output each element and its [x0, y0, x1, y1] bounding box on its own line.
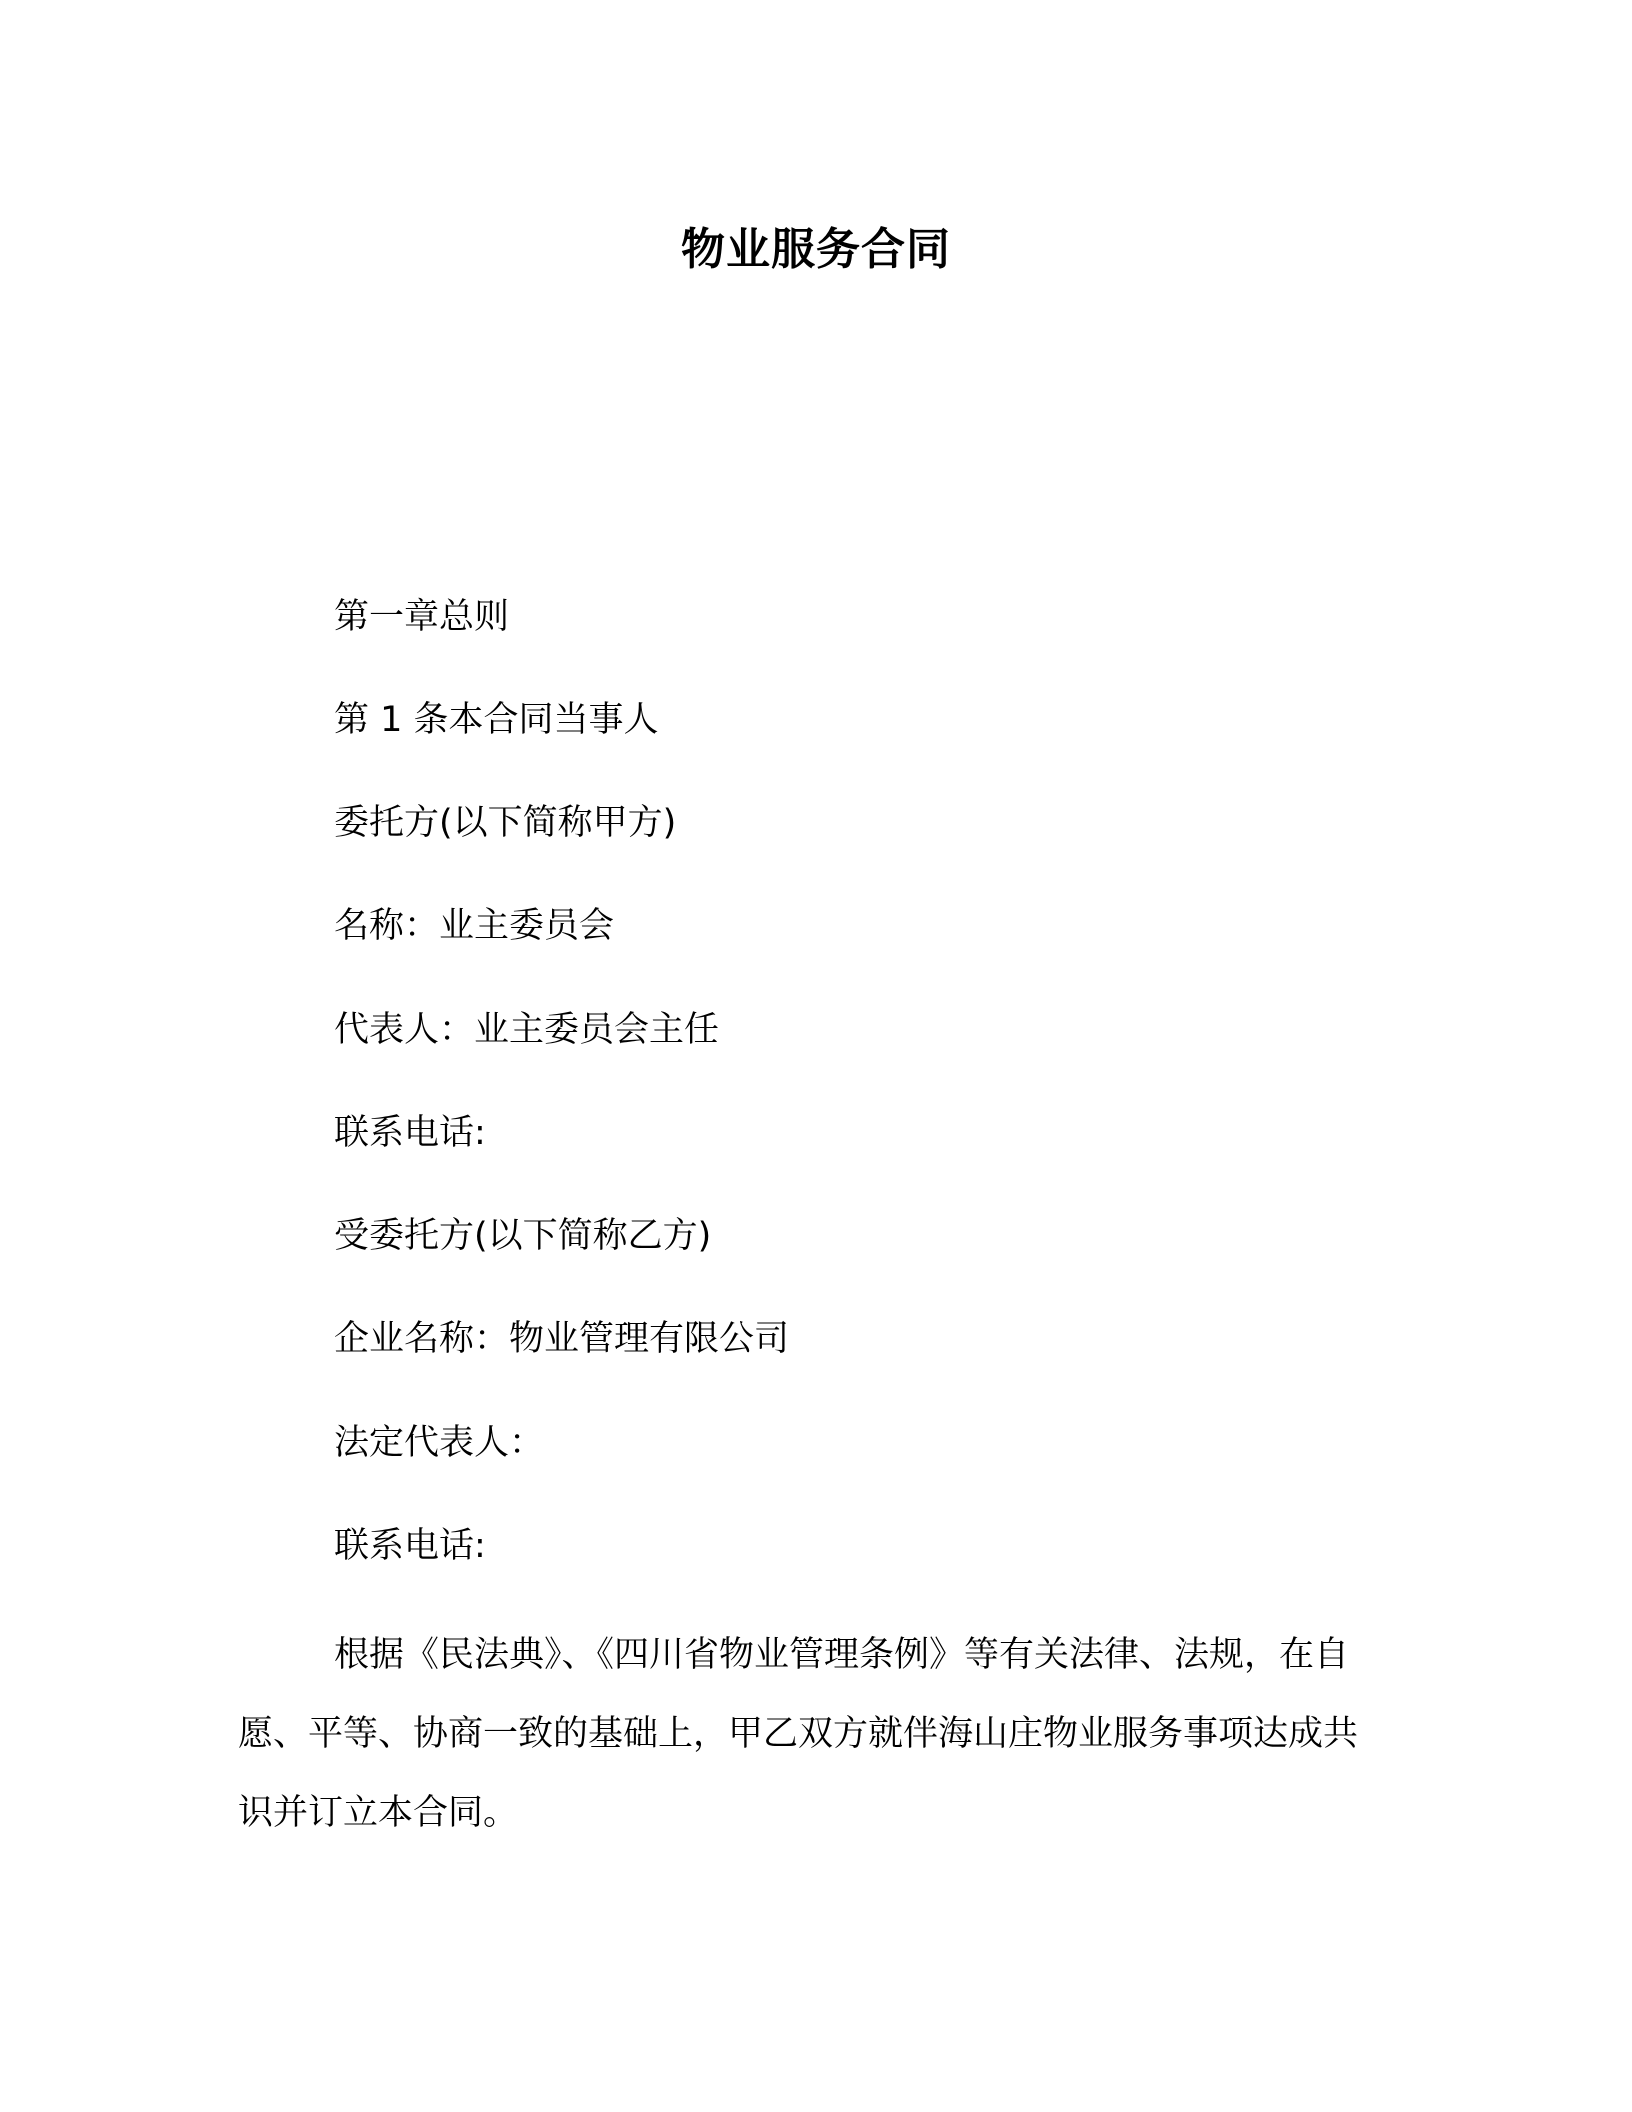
- party-b-legal-representative: 法定代表人：: [334, 1423, 545, 1463]
- document-title: 物业服务合同: [681, 224, 951, 275]
- chapter-heading: 第一章总则: [334, 597, 510, 637]
- party-a-heading: 委托方(以下简称甲方): [334, 803, 677, 843]
- article-heading: 第 1 条本合同当事人: [334, 700, 659, 740]
- party-b-heading: 受委托方(以下简称乙方): [334, 1216, 712, 1256]
- party-a-phone: 联系电话:: [334, 1113, 486, 1153]
- party-b-company-name: 企业名称：物业管理有限公司: [334, 1319, 790, 1359]
- party-b-phone: 联系电话:: [334, 1526, 486, 1566]
- party-a-name: 名称：业主委员会: [334, 906, 615, 946]
- party-a-representative: 代表人：业主委员会主任: [334, 1010, 720, 1050]
- contract-basis-paragraph: 根据《民法典》、《四川省物业管理条例》等有关法律、法规，在自愿、平等、协商一致的基础上，甲乙双方就伴海山庄物业服务事项达成共识并订立本合同。: [238, 1635, 1359, 1833]
